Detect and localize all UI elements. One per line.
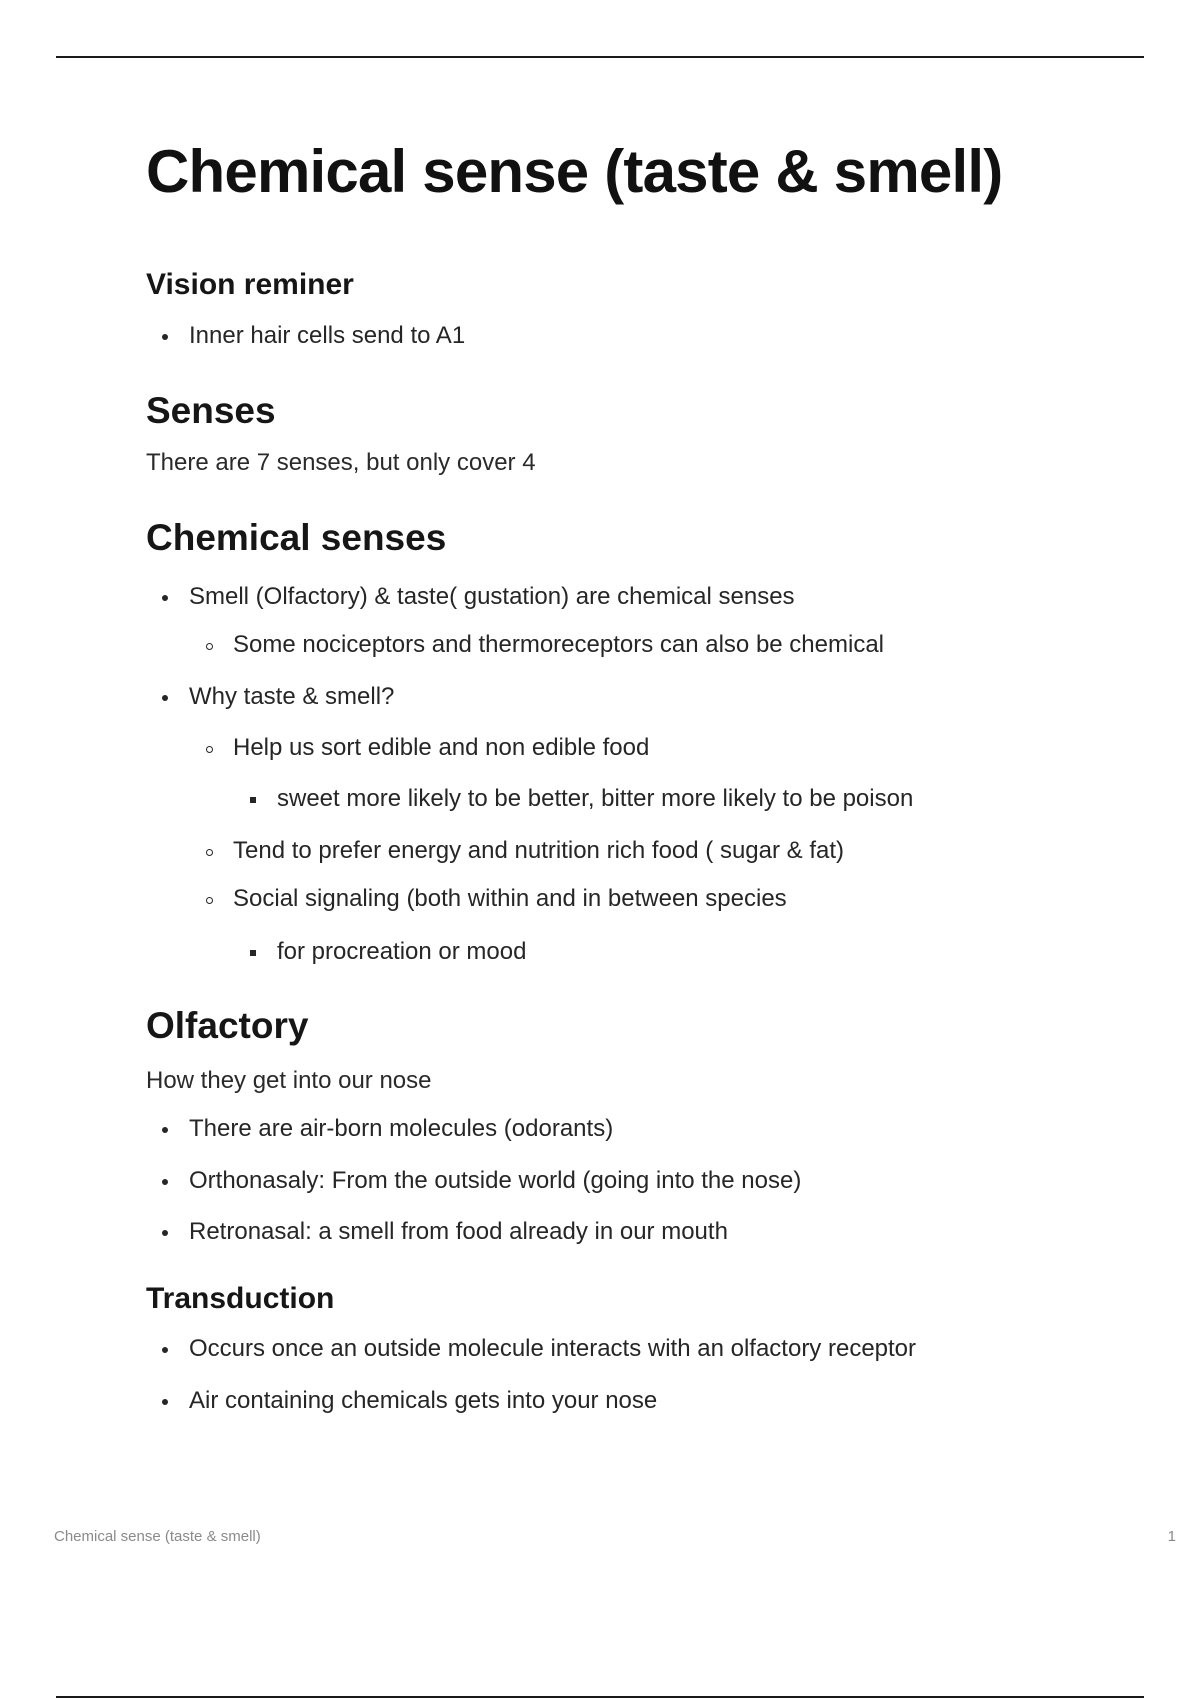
list-item: Occurs once an outside molecule interacts with an olfactory receptor xyxy=(146,1337,916,1361)
olfactory-paragraph: How they get into our nose xyxy=(146,1067,432,1094)
list-item: sweet more likely to be better, bitter more likely to be poison xyxy=(234,787,913,811)
heading-transduction: Transduction xyxy=(146,1282,335,1315)
senses-paragraph: There are 7 senses, but only cover 4 xyxy=(146,449,536,476)
heading-chemical-senses: Chemical senses xyxy=(146,517,447,558)
footer-page-number: 1 xyxy=(1167,1528,1176,1545)
list-item: There are air-born molecules (odorants) xyxy=(146,1117,613,1141)
page-title: Chemical sense (taste & smell) xyxy=(146,138,1003,205)
top-rule xyxy=(56,56,1144,58)
heading-vision-reminer: Vision reminer xyxy=(146,268,354,301)
heading-olfactory: Olfactory xyxy=(146,1005,309,1046)
list-item: Air containing chemicals gets into your nose xyxy=(146,1389,657,1413)
heading-senses: Senses xyxy=(146,390,276,431)
list-item: Help us sort edible and non edible food xyxy=(190,736,649,760)
bottom-rule xyxy=(56,1696,1144,1698)
list-item: Why taste & smell? xyxy=(146,685,394,709)
list-item: Retronasal: a smell from food already in our mouth xyxy=(146,1220,728,1244)
list-item: Orthonasaly: From the outside world (going into the nose) xyxy=(146,1169,801,1193)
list-item: for procreation or mood xyxy=(234,940,526,964)
list-item: Tend to prefer energy and nutrition rich food ( sugar & fat) xyxy=(190,839,844,863)
list-item: Social signaling (both within and in between species xyxy=(190,887,787,911)
footer-doc-title: Chemical sense (taste & smell) xyxy=(54,1528,261,1545)
list-item: Smell (Olfactory) & taste( gustation) are chemical senses xyxy=(146,585,795,609)
list-item: Inner hair cells send to A1 xyxy=(146,324,465,348)
list-item: Some nociceptors and thermoreceptors can also be chemical xyxy=(190,633,884,657)
